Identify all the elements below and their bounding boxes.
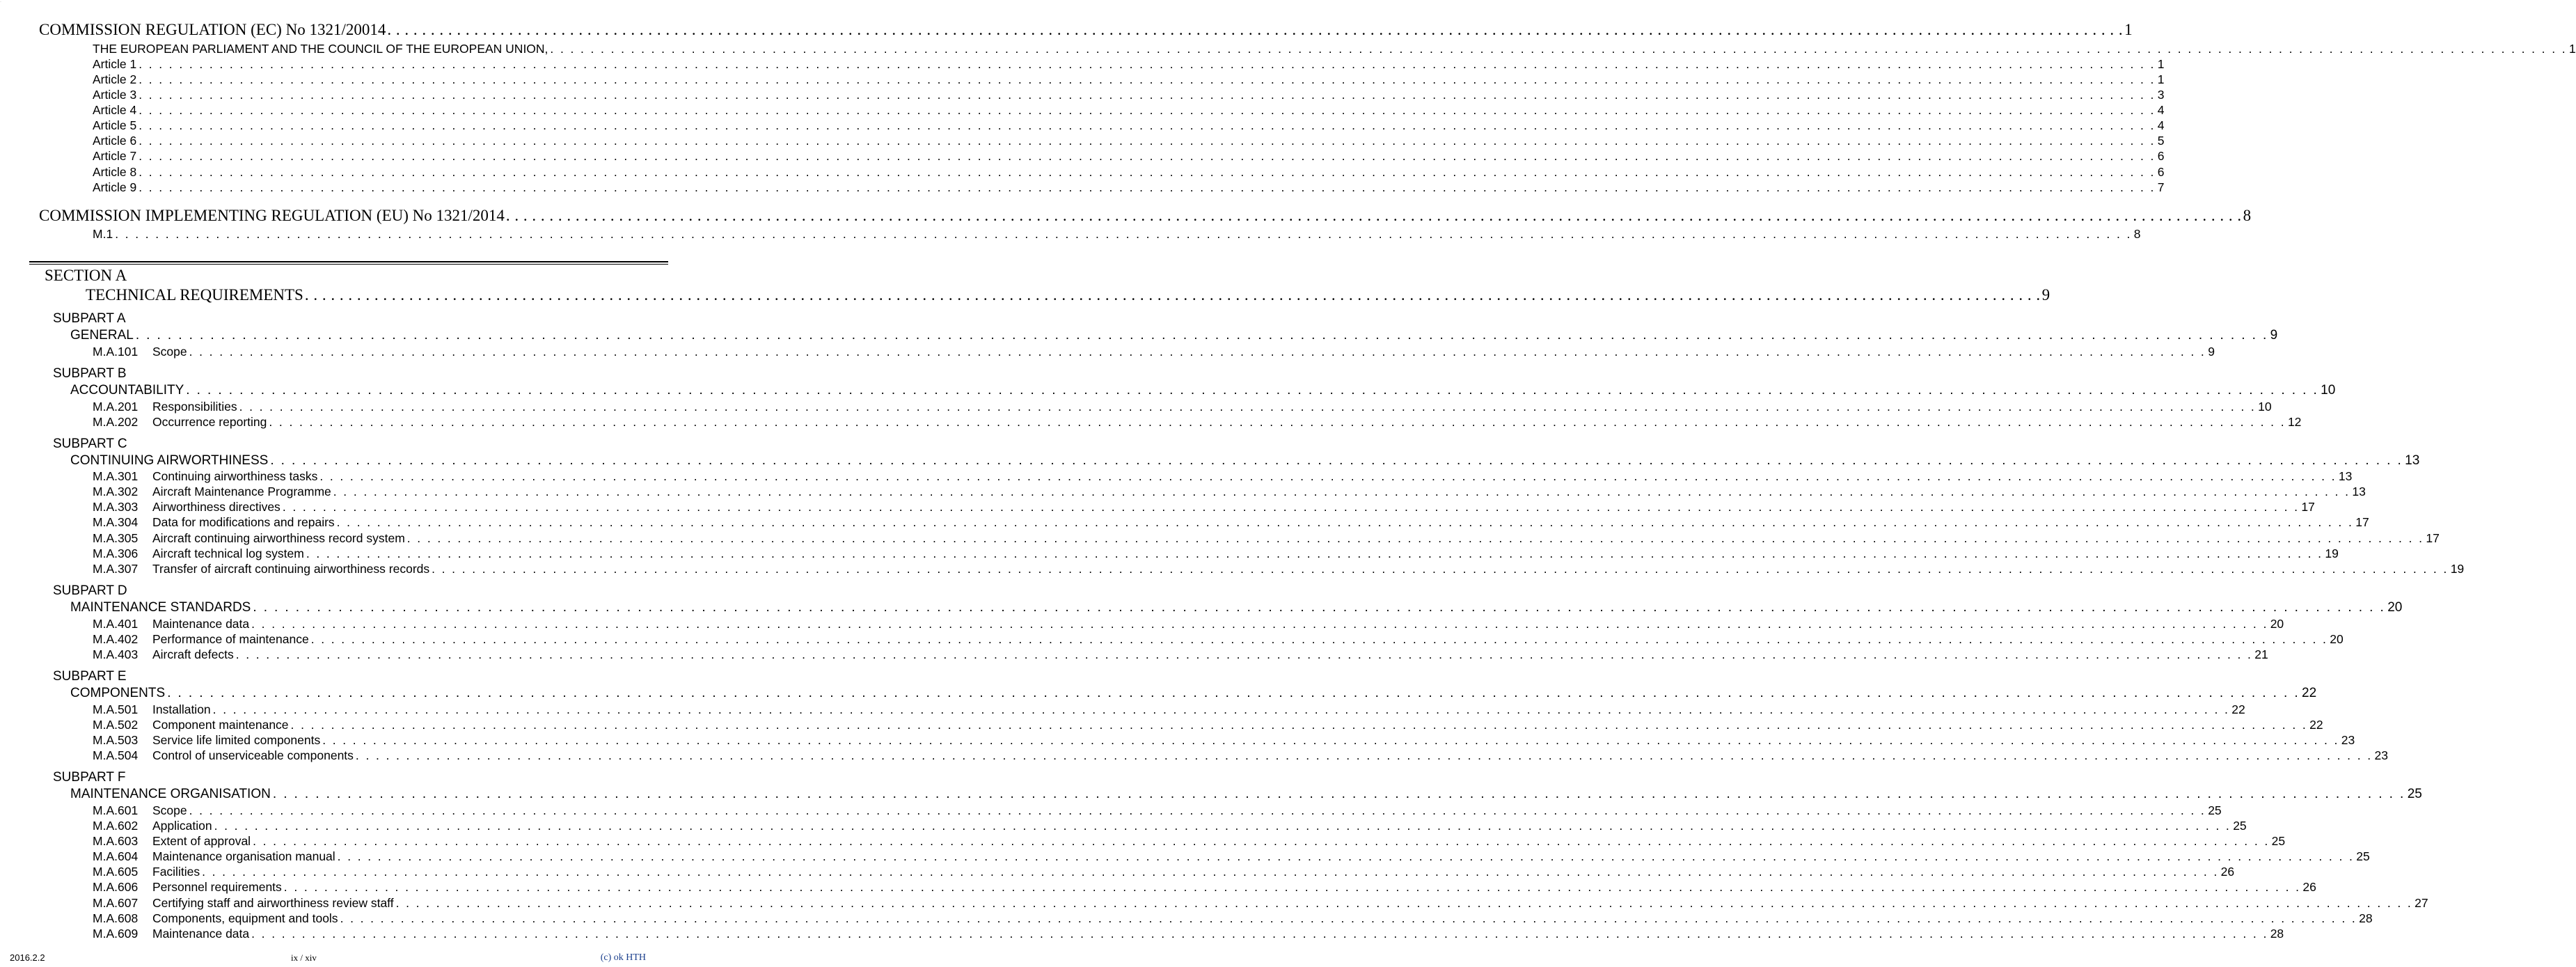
entry-label bbox=[93, 515, 335, 530]
toc-item[interactable] bbox=[93, 702, 2245, 717]
section-subtitle: TECHNICAL REQUIREMENTS bbox=[86, 286, 303, 304]
subpart-title-entry[interactable] bbox=[70, 383, 2336, 398]
entry-code: M.A.202 bbox=[93, 415, 139, 429]
entry-code: M.A.501 bbox=[93, 702, 139, 716]
toc-item[interactable] bbox=[93, 865, 2235, 879]
entry-text: Personnel requirements bbox=[152, 880, 282, 894]
page-number: 8 bbox=[2243, 207, 2252, 224]
entry-label bbox=[93, 896, 394, 911]
toc-item[interactable] bbox=[93, 803, 2222, 818]
section-divider-thin bbox=[29, 264, 668, 265]
page-number: 10 bbox=[2258, 400, 2272, 414]
toc-item[interactable] bbox=[93, 415, 2302, 430]
leader-dots: . . . . . . . . . . . . . . . . . . . . . . . . . . . . . . . . . . . . . . . . . . . . . . . . . . . . . . . . . . . . . . . . . . . . . . . . . . . . . . . . . . . . . . . . . . . . . . . . . . . . . . . . . . . . . . . . . . . . . . . . . . . . . . . . . . . . . . . . . . . . . . . . . . . . . . . . . . . . . . . . . . . . . . . . . . . . . . . . . . . . . . . . . . . . . . . . . . . . . . . . bbox=[189, 803, 2206, 817]
leader-dots: . . . . . . . . . . . . . . . . . . . . . . . . . . . . . . . . . . . . . . . . . . . . . . . . . . . . . . . . . . . . . . . . . . . . . . . . . . . . . . . . . . . . . . . . . . . . . . . . . . . . . . . . . . . . . . . . . . . . . . . . . . . . . . . . . . . . . . . . . . . . . . . . . . . . . . . . . . . . . . . . . . . . . . . . . . . . . . . . . . . . . . . . . . . . . . . . . . . . . . . . bbox=[337, 849, 2355, 863]
leader-dots: . . . . . . . . . . . . . . . . . . . . . . . . . . . . . . . . . . . . . . . . . . . . . . . . . . . . . . . . . . . . . . . . . . . . . . . . . . . . . . . . . . . . . . . . . . . . . . . . . . . . . . . . . . . . . . . . . . . . . . . . . . . . . . . . . . . . . . . . . . . . . . . . . . . . . . . . . . . . . . . . . . . . . . . . . . . . . . . . . . . . . . . . . . . . . . . . . . . . . . . . bbox=[269, 415, 2286, 429]
entry-label: Article 1 bbox=[93, 57, 137, 71]
entry-label: THE EUROPEAN PARLIAMENT AND THE COUNCIL OF THE EUROPEAN UNION, bbox=[93, 42, 548, 56]
page-number: 17 bbox=[2426, 531, 2440, 545]
entry-label: Article 5 bbox=[93, 118, 137, 132]
entry-code: M.A.306 bbox=[93, 547, 139, 560]
leader-dots: . . . . . . . . . . . . . . . . . . . . . . . . . . . . . . . . . . . . . . . . . . . . . . . . . . . . . . . . . . . . . . . . . . . . . . . . . . . . . . . . . . . . . . . . . . . . . . . . . . . . . . . . . . . . . . . . . . . . . . . . . . . . . . . . . . . . . . . . . . . . . . . . . . . . . . . . . . . . . . . . . . . . . . . . . . . . . . . . . . . . . . . . . . . . . . . . . . . . . . . . bbox=[355, 748, 2373, 762]
entry-label bbox=[93, 927, 249, 941]
entry-label bbox=[93, 415, 267, 430]
toc-item[interactable] bbox=[93, 647, 2268, 662]
page-number: 22 bbox=[2302, 686, 2317, 700]
leader-dots: . . . . . . . . . . . . . . . . . . . . . . . . . . . . . . . . . . . . . . . . . . . . . . . . . . . . . . . . . . . . . . . . . . . . . . . . . . . . . . . . . . . . . . . . . . . . . . . . . . . . . . . . . . . . . . . . . . . . . . . . . . . . . . . . . . . . . . . . . . . . . . . . . . . . . . . . . . . . . . . . . . . . . . . . . . . . . . . . . . . . . . . . . . . . . . . . . . . . . . . . bbox=[251, 617, 2268, 631]
leader-dots: . . . . . . . . . . . . . . . . . . . . . . . . . . . . . . . . . . . . . . . . . . . . . . . . . . . . . . . . . . . . . . . . . . . . . . . . . . . . . . . . . . . . . . . . . . . . . . . . . . . . . . . . . . . . . . . . . . . . . . . . . . . . . . . . . . . . . . . . . . . . . . . . . . . . . . . . . . . . . . . . . . . . . . . . . . . . . . . . . . . . . . . . . . . . . . . . . . . . . . . . bbox=[282, 500, 2300, 514]
entry-text: Service life limited components bbox=[152, 733, 321, 747]
entry-code: M.A.304 bbox=[93, 515, 139, 529]
entry-text: Scope bbox=[152, 345, 187, 359]
footer-page-indicator: ix / xiv bbox=[291, 952, 317, 963]
section-title: SECTION A bbox=[45, 267, 127, 284]
toc-entry[interactable] bbox=[93, 118, 2165, 133]
entry-code: M.A.606 bbox=[93, 880, 139, 894]
entry-text: Control of unserviceable components bbox=[152, 748, 354, 762]
toc-entry-commission-regulation[interactable] bbox=[39, 21, 2133, 39]
leader-dots: . . . . . . . . . . . . . . . . . . . . . . . . . . . . . . . . . . . . . . . . . . . . . . . . . . . . . . . . . . . . . . . . . . . . . . . . . . . . . . . . . . . . . . . . . . . . . . . . . . . . . . . . . . . . . . . . . . . . . . . . . . . . . . . . . . . . . . . . . . . . . . . . . . . . . . . . . . . . . . . . . . . . . . . . . . . . . . . . . . . . . . . . . . . . . . . . . . . . . . . . bbox=[212, 702, 2230, 716]
entry-text: Maintenance organisation manual bbox=[152, 849, 335, 863]
page-number: 4 bbox=[2157, 103, 2165, 117]
leader-dots: . . . . . . . . . . . . . . . . . . . . . . . . . . . . . . . . . . . . . . . . . . . . . . . . . . . . . . . . . . . . . . . . . . . . . . . . . . . . . . . . . . . . . . . . . . . . . . . . . . . . . . . . . . . . . . . . . . . . . . . . . . . . . . . . . . . . . . . . . . . . . . . . . . . . . . . . . . . . . . . . . . . . . . . . . . . . . . . . . . . . . . . . . . . . . . . . . . . . . . . . bbox=[239, 400, 2257, 414]
leader-dots: . . . . . . . . . . . . . . . . . . . . . . . . . . . . . . . . . . . . . . . . . . . . . . . . . . . . . . . . . . . . . . . . . . . . . . . . . . . . . . . . . . . . . . . . . . . . . . . . . . . . . . . . . . . . . . . . . . . . . . . . . . . . . . . . . . . . . . . . . . . . . . . . . . . . . . . . . . . . . . . . . . . . . . . . . . . . . . . . . . . . . . . . . . . . . . . . . . . . . . . . bbox=[306, 547, 2323, 560]
page-number: 23 bbox=[2374, 748, 2388, 762]
entry-label bbox=[93, 748, 354, 763]
entry-label: M.1 bbox=[93, 227, 113, 241]
toc-item[interactable] bbox=[93, 896, 2428, 911]
page-number: 12 bbox=[2287, 415, 2302, 429]
entry-label: Article 2 bbox=[93, 72, 137, 86]
entry-code: M.A.302 bbox=[93, 485, 139, 498]
leader-dots: . . . . . . . . . . . . . . . . . . . . . . . . . . . . . . . . . . . . . . . . . . . . . . . . . . . . . . . . . . . . . . . . . . . . . . . . . . . . . . . . . . . . . . . . . . . . . . . . . . . . . . . . . . . . . . . . . . . . . . . . . . . . . . . . . . . . . . . . . . . . . . . . . . . . . . . . . . . . . . . . . . . . . . . . . . . . . . . . . . . . . . . . . . . . . . . . . . . . . . . . bbox=[333, 485, 2350, 498]
entry-label: Article 6 bbox=[93, 134, 137, 148]
entry-text: Data for modifications and repairs bbox=[152, 515, 335, 529]
entry-text: Facilities bbox=[152, 865, 200, 879]
entry-label bbox=[93, 803, 187, 818]
entry-label bbox=[93, 834, 251, 849]
entry-label bbox=[93, 531, 405, 546]
leader-dots: . . . . . . . . . . . . . . . . . . . . . . . . . . . . . . . . . . . . . . . . . . . . . . . . . . . . . . . . . . . . . . . . . . . . . . . . . . . . . . . . . . . . . . . . . . . . . . . . . . . . . . . . . . . . . . . . . . . . . . . . . . . . . . . . . . . . . . . . . . . . . . . . . . . . . . . . . . . . . . . . . . . . . . . . . . . . . . . . . . . . . . . . . . . . . . . . . . . . . . . . bbox=[270, 453, 2403, 468]
leader-dots: . . . . . . . . . . . . . . . . . . . . . . . . . . . . . . . . . . . . . . . . . . . . . . . . . . . . . . . . . . . . . . . . . . . . . . . . . . . . . . . . . . . . . . . . . . . . . . . . . . . . . . . . . . . . . . . . . . . . . . . . . . . . . . . . . . . . . . . . . . . . . . . . . . . . . . . . . . . . . . . . . . . . . . . . . . . . . . . . . . . . . . . . . . . . . . . . . . . . . . . . bbox=[139, 88, 2156, 102]
corner-mark: · bbox=[0, 0, 1, 4]
section-divider bbox=[29, 261, 668, 262]
leader-dots: . . . . . . . . . . . . . . . . . . . . . . . . . . . . . . . . . . . . . . . . . . . . . . . . . . . . . . . . . . . . . . . . . . . . . . . . . . . . . . . . . . . . . . . . . . . . . . . . . . . . . . . . . . . . . . . . . . . . . . . . . . . . . . . . . . . . . . . . . . . . . . . . . . . . . . . . . . . . . . . . . . . . . . . . . . . . . . . . . . . . . . . . . . . . . . . . . . . . . . . . bbox=[139, 180, 2156, 194]
toc-item[interactable] bbox=[93, 469, 2353, 484]
leader-dots: . . . . . . . . . . . . . . . . . . . . . . . . . . . . . . . . . . . . . . . . . . . . . . . . . . . . . . . . . . . . . . . . . . . . . . . . . . . . . . . . . . . . . . . . . . . . . . . . . . . . . . . . . . . . . . . . . . . . . . . . . . . . . . . . . . . . . . . . . . . . . . . . . . . . . . . . . . . . . . . . . . . . . . . . . . . . . . . . . . . . . . . . . . . . . . . . . . . . . . . . bbox=[304, 286, 2041, 304]
leader-dots: . . . . . . . . . . . . . . . . . . . . . . . . . . . . . . . . . . . . . . . . . . . . . . . . . . . . . . . . . . . . . . . . . . . . . . . . . . . . . . . . . . . . . . . . . . . . . . . . . . . . . . . . . . . . . . . . . . . . . . . . . . . . . . . . . . . . . . . . . . . . . . . . . . . . . . . . . . . . . . . . . . . . . . . . . . . . . . . . . . . . . . . . . . . . . . . . . . . . . . . . bbox=[139, 103, 2156, 117]
subpart-heading: SUBPART C bbox=[53, 437, 127, 451]
subpart-heading: SUBPART D bbox=[53, 583, 127, 598]
entry-code: M.A.604 bbox=[93, 849, 139, 863]
page-number: 25 bbox=[2208, 803, 2222, 817]
toc-entry[interactable] bbox=[93, 227, 2141, 242]
entry-text: Extent of approval bbox=[152, 834, 251, 848]
entry-label bbox=[93, 485, 331, 499]
entry-label bbox=[93, 849, 335, 864]
leader-dots: . . . . . . . . . . . . . . . . . . . . . . . . . . . . . . . . . . . . . . . . . . . . . . . . . . . . . . . . . . . . . . . . . . . . . . . . . . . . . . . . . . . . . . . . . . . . . . . . . . . . . . . . . . . . . . . . . . . . . . . . . . . . . . . . . . . . . . . . . . . . . . . . . . . . . . . . . . . . . . . . . . . . . . . . . . . . . . . . . . . . . . . . . . . . . . . . . . . . . . . . bbox=[336, 515, 2354, 529]
leader-dots: . . . . . . . . . . . . . . . . . . . . . . . . . . . . . . . . . . . . . . . . . . . . . . . . . . . . . . . . . . . . . . . . . . . . . . . . . . . . . . . . . . . . . . . . . . . . . . . . . . . . . . . . . . . . . . . . . . . . . . . . . . . . . . . . . . . . . . . . . . . . . . . . . . . . . . . . . . . . . . . . . . . . . . . . . . . . . . . . . . . . . . . . . . . . . . . . . . . . . . . . bbox=[550, 42, 2567, 56]
toc-item[interactable] bbox=[93, 617, 2284, 631]
toc-entry[interactable] bbox=[93, 134, 2165, 148]
entry-label: Article 8 bbox=[93, 165, 137, 179]
entry-code: M.A.603 bbox=[93, 834, 139, 848]
leader-dots: . . . . . . . . . . . . . . . . . . . . . . . . . . . . . . . . . . . . . . . . . . . . . . . . . . . . . . . . . . . . . . . . . . . . . . . . . . . . . . . . . . . . . . . . . . . . . . . . . . . . . . . . . . . . . . . . . . . . . . . . . . . . . . . . . . . . . . . . . . . . . . . . . . . . . . . . . . . . . . . . . . . . . . . . . . . . . . . . . . . . . . . . . . . . . . . . . . . . . . . . bbox=[340, 911, 2357, 925]
leader-dots: . . . . . . . . . . . . . . . . . . . . . . . . . . . . . . . . . . . . . . . . . . . . . . . . . . . . . . . . . . . . . . . . . . . . . . . . . . . . . . . . . . . . . . . . . . . . . . . . . . . . . . . . . . . . . . . . . . . . . . . . . . . . . . . . . . . . . . . . . . . . . . . . . . . . . . . . . . . . . . . . . . . . . . . . . . . . . . . . . . . . . . . . . . . . . . . . . . . . . . . . bbox=[253, 600, 2386, 615]
page-number: 20 bbox=[2330, 632, 2344, 646]
entry-text: Performance of maintenance bbox=[152, 632, 309, 646]
entry-text: Certifying staff and airworthiness review staff bbox=[152, 896, 394, 910]
toc-item[interactable] bbox=[93, 733, 2355, 748]
entry-label: Article 3 bbox=[93, 88, 137, 102]
leader-dots: . . . . . . . . . . . . . . . . . . . . . . . . . . . . . . . . . . . . . . . . . . . . . . . . . . . . . . . . . . . . . . . . . . . . . . . . . . . . . . . . . . . . . . . . . . . . . . . . . . . . . . . . . . . . . . . . . . . . . . . . . . . . . . . . . . . . . . . . . . . . . . . . . . . . . . . . . . . . . . . . . . . . . . . . . . . . . . . . . . . . . . . . . . . . . . . . . . . . . . . . bbox=[115, 227, 2132, 241]
page-number: 5 bbox=[2157, 134, 2165, 148]
toc-item[interactable] bbox=[93, 718, 2323, 732]
footer-date: 2016.2.2 bbox=[10, 952, 45, 963]
page-number: 25 bbox=[2407, 787, 2422, 801]
page-number: 21 bbox=[2254, 647, 2268, 661]
page-number: 10 bbox=[2321, 383, 2336, 398]
toc-item[interactable] bbox=[93, 849, 2370, 864]
toc-entry-section-a[interactable] bbox=[86, 286, 2050, 304]
entry-label bbox=[93, 562, 429, 576]
toc-item[interactable] bbox=[93, 748, 2388, 763]
page-number: 19 bbox=[2450, 562, 2465, 576]
toc-item[interactable] bbox=[93, 345, 2215, 359]
subpart-title-entry[interactable] bbox=[70, 453, 2420, 469]
entry-text: Transfer of aircraft continuing airworthiness records bbox=[152, 562, 430, 576]
entry-label bbox=[93, 547, 304, 561]
toc-item[interactable] bbox=[93, 500, 2315, 514]
entry-text: Aircraft continuing airworthiness record system bbox=[152, 531, 405, 545]
entry-label: COMPONENTS bbox=[70, 686, 166, 700]
subpart-heading: SUBPART A bbox=[53, 311, 126, 326]
entry-label: Article 7 bbox=[93, 149, 137, 163]
entry-label: Article 9 bbox=[93, 180, 137, 194]
entry-label bbox=[93, 617, 249, 631]
entry-code: M.A.401 bbox=[93, 617, 139, 631]
page-number: 6 bbox=[2157, 165, 2165, 179]
entry-code: M.A.307 bbox=[93, 562, 139, 576]
leader-dots: . . . . . . . . . . . . . . . . . . . . . . . . . . . . . . . . . . . . . . . . . . . . . . . . . . . . . . . . . . . . . . . . . . . . . . . . . . . . . . . . . . . . . . . . . . . . . . . . . . . . . . . . . . . . . . . . . . . . . . . . . . . . . . . . . . . . . . . . . . . . . . . . . . . . . . . . . . . . . . . . . . . . . . . . . . . . . . . . . . . . . . . . . . . . . . . . . . . . . . . . bbox=[395, 896, 2413, 910]
entry-label bbox=[93, 718, 289, 732]
subpart-title-entry[interactable] bbox=[70, 686, 2317, 701]
entry-code: M.A.305 bbox=[93, 531, 139, 545]
leader-dots: . . . . . . . . . . . . . . . . . . . . . . . . . . . . . . . . . . . . . . . . . . . . . . . . . . . . . . . . . . . . . . . . . . . . . . . . . . . . . . . . . . . . . . . . . . . . . . . . . . . . . . . . . . . . . . . . . . . . . . . . . . . . . . . . . . . . . . . . . . . . . . . . . . . . . . . . . . . . . . . . . . . . . . . . . . . . . . . . . . . . . . . . . . . . . . . . . . . . . . . . bbox=[406, 531, 2424, 545]
page-number: 27 bbox=[2415, 896, 2428, 910]
toc-item[interactable] bbox=[93, 819, 2247, 833]
page-number: 13 bbox=[2405, 453, 2420, 468]
entry-text: Continuing airworthiness tasks bbox=[152, 469, 318, 483]
entry-code: M.A.303 bbox=[93, 500, 139, 514]
leader-dots: . . . . . . . . . . . . . . . . . . . . . . . . . . . . . . . . . . . . . . . . . . . . . . . . . . . . . . . . . . . . . . . . . . . . . . . . . . . . . . . . . . . . . . . . . . . . . . . . . . . . . . . . . . . . . . . . . . . . . . . . . . . . . . . . . . . . . . . . . . . . . . . . . . . . . . . . . . . . . . . . . . . . . . . . . . . . . . . . . . . . . . . . . . . . . . . . . . . . . . . . bbox=[139, 134, 2156, 148]
page-number: 1 bbox=[2157, 72, 2165, 86]
toc-entry[interactable] bbox=[93, 72, 2165, 87]
entry-label bbox=[93, 819, 212, 833]
leader-dots: . . . . . . . . . . . . . . . . . . . . . . . . . . . . . . . . . . . . . . . . . . . . . . . . . . . . . . . . . . . . . . . . . . . . . . . . . . . . . . . . . . . . . . . . . . . . . . . . . . . . . . . . . . . . . . . . . . . . . . . . . . . . . . . . . . . . . . . . . . . . . . . . . . . . . . . . . . . . . . . . . . . . . . . . . . . . . . . . . . . . . . . . . . . . . . . . . . . . . . . . bbox=[319, 469, 2337, 483]
page-number: 25 bbox=[2356, 849, 2370, 863]
leader-dots: . . . . . . . . . . . . . . . . . . . . . . . . . . . . . . . . . . . . . . . . . . . . . . . . . . . . . . . . . . . . . . . . . . . . . . . . . . . . . . . . . . . . . . . . . . . . . . . . . . . . . . . . . . . . . . . . . . . . . . . . . . . . . . . . . . . . . . . . . . . . . . . . . . . . . . . . . . . . . . . . . . . . . . . . . . . . . . . . . . . . . . . . . . . . . . . . . . . . . . . . bbox=[272, 787, 2405, 801]
leader-dots: . . . . . . . . . . . . . . . . . . . . . . . . . . . . . . . . . . . . . . . . . . . . . . . . . . . . . . . . . . . . . . . . . . . . . . . . . . . . . . . . . . . . . . . . . . . . . . . . . . . . . . . . . . . . . . . . . . . . . . . . . . . . . . . . . . . . . . . . . . . . . . . . . . . . . . . . . . . . . . . . . . . . . . . . . . . . . . . . . . . . . . . . . . . . . . . . . . . . . . . . bbox=[189, 345, 2206, 359]
entry-text: Maintenance data bbox=[152, 617, 250, 631]
toc-title: COMMISSION IMPLEMENTING REGULATION (EU) No 1321/2014 bbox=[39, 207, 505, 224]
entry-label bbox=[93, 865, 200, 879]
entry-text: Responsibilities bbox=[152, 400, 237, 414]
page-number: 6 bbox=[2157, 149, 2165, 163]
entry-code: M.A.605 bbox=[93, 865, 139, 879]
page-number: 9 bbox=[2270, 328, 2278, 343]
entry-label: MAINTENANCE ORGANISATION bbox=[70, 787, 271, 801]
toc-item[interactable] bbox=[93, 562, 2465, 576]
page-number: 17 bbox=[2301, 500, 2315, 514]
page-number: 20 bbox=[2270, 617, 2284, 631]
toc-item[interactable] bbox=[93, 927, 2284, 941]
page-number: 3 bbox=[2157, 88, 2165, 102]
toc-item[interactable] bbox=[93, 880, 2316, 895]
leader-dots: . . . . . . . . . . . . . . . . . . . . . . . . . . . . . . . . . . . . . . . . . . . . . . . . . . . . . . . . . . . . . . . . . . . . . . . . . . . . . . . . . . . . . . . . . . . . . . . . . . . . . . . . . . . . . . . . . . . . . . . . . . . . . . . . . . . . . . . . . . . . . . . . . . . . . . . . . . . . . . . . . . . . . . . . . . . . . . . . . . . . . . . . . . . . . . . . . . . . . . . . bbox=[139, 72, 2156, 86]
entry-code: M.A.608 bbox=[93, 911, 139, 925]
toc-entry[interactable] bbox=[93, 180, 2165, 195]
page-number: 1 bbox=[2568, 42, 2576, 56]
toc-item[interactable] bbox=[93, 485, 2366, 499]
entry-label bbox=[93, 702, 211, 717]
leader-dots: . . . . . . . . . . . . . . . . . . . . . . . . . . . . . . . . . . . . . . . . . . . . . . . . . . . . . . . . . . . . . . . . . . . . . . . . . . . . . . . . . . . . . . . . . . . . . . . . . . . . . . . . . . . . . . . . . . . . . . . . . . . . . . . . . . . . . . . . . . . . . . . . . . . . . . . . . . . . . . . . . . . . . . . . . . . . . . . . . . . . . . . . . . . . . . . . . . . . . . . . bbox=[290, 718, 2308, 732]
entry-code: M.A.402 bbox=[93, 632, 139, 646]
toc-entry[interactable] bbox=[93, 103, 2165, 118]
entry-text: Aircraft Maintenance Programme bbox=[152, 485, 331, 498]
leader-dots: . . . . . . . . . . . . . . . . . . . . . . . . . . . . . . . . . . . . . . . . . . . . . . . . . . . . . . . . . . . . . . . . . . . . . . . . . . . . . . . . . . . . . . . . . . . . . . . . . . . . . . . . . . . . . . . . . . . . . . . . . . . . . . . . . . . . . . . . . . . . . . . . . . . . . . . . . . . . . . . . . . . . . . . . . . . . . . . . . . . . . . . . . . . . . . . . . . . . . . . . bbox=[251, 927, 2268, 941]
page-number: 4 bbox=[2157, 118, 2165, 132]
footer-copyright: (c) ok HTH bbox=[600, 952, 646, 963]
entry-text: Occurrence reporting bbox=[152, 415, 267, 429]
leader-dots: . . . . . . . . . . . . . . . . . . . . . . . . . . . . . . . . . . . . . . . . . . . . . . . . . . . . . . . . . . . . . . . . . . . . . . . . . . . . . . . . . . . . . . . . . . . . . . . . . . . . . . . . . . . . . . . . . . . . . . . . . . . . . . . . . . . . . . . . . . . . . . . . . . . . . . . . . . . . . . . . . . . . . . . . . . . . . . . . . . . . . . . . . . . . . . . . . . . . . . . . bbox=[186, 383, 2319, 398]
entry-code: M.A.403 bbox=[93, 647, 139, 661]
entry-label bbox=[93, 400, 237, 414]
toc-entry[interactable] bbox=[93, 149, 2165, 164]
entry-code: M.A.502 bbox=[93, 718, 139, 732]
leader-dots: . . . . . . . . . . . . . . . . . . . . . . . . . . . . . . . . . . . . . . . . . . . . . . . . . . . . . . . . . . . . . . . . . . . . . . . . . . . . . . . . . . . . . . . . . . . . . . . . . . . . . . . . . . . . . . . . . . . . . . . . . . . . . . . . . . . . . . . . . . . . . . . . . . . . . . . . . . . . . . . . . . . . . . . . . . . . . . . . . . . . . . . . . . . . . . . . . . . . . . . . bbox=[432, 562, 2449, 576]
leader-dots: . . . . . . . . . . . . . . . . . . . . . . . . . . . . . . . . . . . . . . . . . . . . . . . . . . . . . . . . . . . . . . . . . . . . . . . . . . . . . . . . . . . . . . . . . . . . . . . . . . . . . . . . . . . . . . . . . . . . . . . . . . . . . . . . . . . . . . . . . . . . . . . . . . . . . . . . . . . . . . . . . . . . . . . . . . . . . . . . . . . . . . . . . . . . . . . . . . . . . . . . bbox=[202, 865, 2219, 879]
leader-dots: . . . . . . . . . . . . . . . . . . . . . . . . . . . . . . . . . . . . . . . . . . . . . . . . . . . . . . . . . . . . . . . . . . . . . . . . . . . . . . . . . . . . . . . . . . . . . . . . . . . . . . . . . . . . . . . . . . . . . . . . . . . . . . . . . . . . . . . . . . . . . . . . . . . . . . . . . . . . . . . . . . . . . . . . . . . . . . . . . . . . . . . . . . . . . . . . . . . . . . . . bbox=[322, 733, 2339, 747]
entry-label bbox=[93, 345, 187, 359]
toc-entry[interactable] bbox=[93, 57, 2165, 72]
leader-dots: . . . . . . . . . . . . . . . . . . . . . . . . . . . . . . . . . . . . . . . . . . . . . . . . . . . . . . . . . . . . . . . . . . . . . . . . . . . . . . . . . . . . . . . . . . . . . . . . . . . . . . . . . . . . . . . . . . . . . . . . . . . . . . . . . . . . . . . . . . . . . . . . . . . . . . . . . . . . . . . . . . . . . . . . . . . . . . . . . . . . . . . . . . . . . . . . . . . . . . . . bbox=[167, 686, 2300, 700]
toc-item[interactable] bbox=[93, 911, 2373, 926]
page-number: 28 bbox=[2270, 927, 2284, 941]
leader-dots: . . . . . . . . . . . . . . . . . . . . . . . . . . . . . . . . . . . . . . . . . . . . . . . . . . . . . . . . . . . . . . . . . . . . . . . . . . . . . . . . . . . . . . . . . . . . . . . . . . . . . . . . . . . . . . . . . . . . . . . . . . . . . . . . . . . . . . . . . . . . . . . . . . . . . . . . . . . . . . . . . . . . . . . . . . . . . . . . . . . . . . . . . . . . . . . . . . . . . . . . bbox=[139, 57, 2156, 71]
entry-label bbox=[93, 911, 338, 926]
entry-code: M.A.301 bbox=[93, 469, 139, 483]
entry-label bbox=[93, 733, 320, 748]
entry-label bbox=[93, 632, 309, 647]
entry-label bbox=[93, 469, 317, 484]
leader-dots: . . . . . . . . . . . . . . . . . . . . . . . . . . . . . . . . . . . . . . . . . . . . . . . . . . . . . . . . . . . . . . . . . . . . . . . . . . . . . . . . . . . . . . . . . . . . . . . . . . . . . . . . . . . . . . . . . . . . . . . . . . . . . . . . . . . . . . . . . . . . . . . . . . . . . . . . . . . . . . . . . . . . . . . . . . . . . . . . . . . . . . . . . . . . . . . . . . . . . . . . bbox=[135, 328, 2268, 343]
leader-dots: . . . . . . . . . . . . . . . . . . . . . . . . . . . . . . . . . . . . . . . . . . . . . . . . . . . . . . . . . . . . . . . . . . . . . . . . . . . . . . . . . . . . . . . . . . . . . . . . . . . . . . . . . . . . . . . . . . . . . . . . . . . . . . . . . . . . . . . . . . . . . . . . . . . . . . . . . . . . . . . . . . . . . . . . . . . . . . . . . . . . . . . . . . . . . . . . . . . . . . . . bbox=[505, 207, 2242, 224]
page-number: 26 bbox=[2220, 865, 2235, 879]
entry-code: M.A.607 bbox=[93, 896, 139, 910]
entry-code: M.A.609 bbox=[93, 927, 139, 941]
entry-code: M.A.504 bbox=[93, 748, 139, 762]
toc-entry[interactable] bbox=[93, 88, 2165, 102]
entry-text: Scope bbox=[152, 803, 187, 817]
page-number: 1 bbox=[2124, 21, 2133, 38]
entry-label bbox=[93, 880, 282, 895]
page-number: 25 bbox=[2233, 819, 2247, 833]
entry-code: M.A.602 bbox=[93, 819, 139, 833]
toc-title: COMMISSION REGULATION (EC) No 1321/20014 bbox=[39, 21, 386, 38]
leader-dots: . . . . . . . . . . . . . . . . . . . . . . . . . . . . . . . . . . . . . . . . . . . . . . . . . . . . . . . . . . . . . . . . . . . . . . . . . . . . . . . . . . . . . . . . . . . . . . . . . . . . . . . . . . . . . . . . . . . . . . . . . . . . . . . . . . . . . . . . . . . . . . . . . . . . . . . . . . . . . . . . . . . . . . . . . . . . . . . . . . . . . . . . . . . . . . . . . . . . . . . . bbox=[139, 149, 2156, 163]
page-number: 7 bbox=[2157, 180, 2165, 194]
leader-dots: . . . . . . . . . . . . . . . . . . . . . . . . . . . . . . . . . . . . . . . . . . . . . . . . . . . . . . . . . . . . . . . . . . . . . . . . . . . . . . . . . . . . . . . . . . . . . . . . . . . . . . . . . . . . . . . . . . . . . . . . . . . . . . . . . . . . . . . . . . . . . . . . . . . . . . . . . . . . . . . . . . . . . . . . . . . . . . . . . . . . . . . . . . . . . . . . . . . . . . . . bbox=[310, 632, 2328, 646]
entry-code: M.A.503 bbox=[93, 733, 139, 747]
toc-item[interactable] bbox=[93, 400, 2272, 414]
page-number: 20 bbox=[2387, 600, 2403, 615]
leader-dots: . . . . . . . . . . . . . . . . . . . . . . . . . . . . . . . . . . . . . . . . . . . . . . . . . . . . . . . . . . . . . . . . . . . . . . . . . . . . . . . . . . . . . . . . . . . . . . . . . . . . . . . . . . . . . . . . . . . . . . . . . . . . . . . . . . . . . . . . . . . . . . . . . . . . . . . . . . . . . . . . . . . . . . . . . . . . . . . . . . . . . . . . . . . . . . . . . . . . . . . . bbox=[283, 880, 2301, 894]
leader-dots: . . . . . . . . . . . . . . . . . . . . . . . . . . . . . . . . . . . . . . . . . . . . . . . . . . . . . . . . . . . . . . . . . . . . . . . . . . . . . . . . . . . . . . . . . . . . . . . . . . . . . . . . . . . . . . . . . . . . . . . . . . . . . . . . . . . . . . . . . . . . . . . . . . . . . . . . . . . . . . . . . . . . . . . . . . . . . . . . . . . . . . . . . . . . . . . . . . . . . . . . bbox=[139, 118, 2156, 132]
entry-text: Components, equipment and tools bbox=[152, 911, 338, 925]
toc-item[interactable] bbox=[93, 547, 2339, 561]
entry-label: MAINTENANCE STANDARDS bbox=[70, 600, 251, 615]
page-number: 28 bbox=[2359, 911, 2373, 925]
toc-item[interactable] bbox=[93, 834, 2286, 849]
toc-entry[interactable] bbox=[93, 42, 2576, 56]
page-number: 13 bbox=[2338, 469, 2353, 483]
entry-code: M.A.201 bbox=[93, 400, 139, 414]
page-number: 1 bbox=[2157, 57, 2165, 71]
leader-dots: . . . . . . . . . . . . . . . . . . . . . . . . . . . . . . . . . . . . . . . . . . . . . . . . . . . . . . . . . . . . . . . . . . . . . . . . . . . . . . . . . . . . . . . . . . . . . . . . . . . . . . . . . . . . . . . . . . . . . . . . . . . . . . . . . . . . . . . . . . . . . . . . . . . . . . . . . . . . . . . . . . . . . . . . . . . . . . . . . . . . . . . . . . . . . . . . . . . . . . . . bbox=[139, 165, 2156, 179]
entry-code: M.A.101 bbox=[93, 345, 139, 359]
entry-text: Maintenance data bbox=[152, 927, 250, 941]
entry-text: Airworthiness directives bbox=[152, 500, 280, 514]
subpart-title-entry[interactable] bbox=[70, 328, 2278, 343]
entry-text: Component maintenance bbox=[152, 718, 289, 732]
page-number: 22 bbox=[2309, 718, 2323, 732]
subpart-heading: SUBPART E bbox=[53, 669, 127, 684]
subpart-title-entry[interactable] bbox=[70, 600, 2403, 615]
subpart-title-entry[interactable] bbox=[70, 787, 2422, 802]
page-number: 9 bbox=[2041, 286, 2050, 304]
page-number: 17 bbox=[2355, 515, 2369, 529]
entry-label: Article 4 bbox=[93, 103, 137, 117]
leader-dots: . . . . . . . . . . . . . . . . . . . . . . . . . . . . . . . . . . . . . . . . . . . . . . . . . . . . . . . . . . . . . . . . . . . . . . . . . . . . . . . . . . . . . . . . . . . . . . . . . . . . . . . . . . . . . . . . . . . . . . . . . . . . . . . . . . . . . . . . . . . . . . . . . . . . . . . . . . . . . . . . . . . . . . . . . . . . . . . . . . . . . . . . . . . . . . . . . . . . . . . . bbox=[387, 21, 2124, 38]
subpart-heading: SUBPART F bbox=[53, 770, 126, 785]
toc-entry[interactable] bbox=[93, 165, 2165, 180]
entry-text: Aircraft defects bbox=[152, 647, 234, 661]
page-number: 8 bbox=[2133, 227, 2141, 241]
toc-item[interactable] bbox=[93, 632, 2344, 647]
subpart-heading: SUBPART B bbox=[53, 366, 127, 381]
page-number: 22 bbox=[2231, 702, 2245, 716]
entry-label bbox=[93, 500, 280, 514]
entry-text: Aircraft technical log system bbox=[152, 547, 304, 560]
leader-dots: . . . . . . . . . . . . . . . . . . . . . . . . . . . . . . . . . . . . . . . . . . . . . . . . . . . . . . . . . . . . . . . . . . . . . . . . . . . . . . . . . . . . . . . . . . . . . . . . . . . . . . . . . . . . . . . . . . . . . . . . . . . . . . . . . . . . . . . . . . . . . . . . . . . . . . . . . . . . . . . . . . . . . . . . . . . . . . . . . . . . . . . . . . . . . . . . . . . . . . . . bbox=[235, 647, 2253, 661]
entry-label: CONTINUING AIRWORTHINESS bbox=[70, 453, 269, 468]
entry-label: ACCOUNTABILITY bbox=[70, 383, 184, 398]
page-number: 25 bbox=[2271, 834, 2286, 848]
entry-label bbox=[93, 647, 234, 662]
page-number: 26 bbox=[2302, 880, 2316, 894]
page-number: 23 bbox=[2341, 733, 2355, 747]
leader-dots: . . . . . . . . . . . . . . . . . . . . . . . . . . . . . . . . . . . . . . . . . . . . . . . . . . . . . . . . . . . . . . . . . . . . . . . . . . . . . . . . . . . . . . . . . . . . . . . . . . . . . . . . . . . . . . . . . . . . . . . . . . . . . . . . . . . . . . . . . . . . . . . . . . . . . . . . . . . . . . . . . . . . . . . . . . . . . . . . . . . . . . . . . . . . . . . . . . . . . . . . bbox=[253, 834, 2270, 848]
leader-dots: . . . . . . . . . . . . . . . . . . . . . . . . . . . . . . . . . . . . . . . . . . . . . . . . . . . . . . . . . . . . . . . . . . . . . . . . . . . . . . . . . . . . . . . . . . . . . . . . . . . . . . . . . . . . . . . . . . . . . . . . . . . . . . . . . . . . . . . . . . . . . . . . . . . . . . . . . . . . . . . . . . . . . . . . . . . . . . . . . . . . . . . . . . . . . . . . . . . . . . . . bbox=[214, 819, 2231, 833]
entry-code: M.A.601 bbox=[93, 803, 139, 817]
toc-entry-implementing-regulation[interactable] bbox=[39, 207, 2252, 225]
page-number: 13 bbox=[2352, 485, 2366, 498]
entry-text: Installation bbox=[152, 702, 211, 716]
entry-label: GENERAL bbox=[70, 328, 134, 343]
toc-item[interactable] bbox=[93, 531, 2440, 546]
page-number: 19 bbox=[2325, 547, 2339, 560]
toc-item[interactable] bbox=[93, 515, 2369, 530]
entry-text: Application bbox=[152, 819, 212, 833]
page-number: 9 bbox=[2208, 345, 2215, 359]
